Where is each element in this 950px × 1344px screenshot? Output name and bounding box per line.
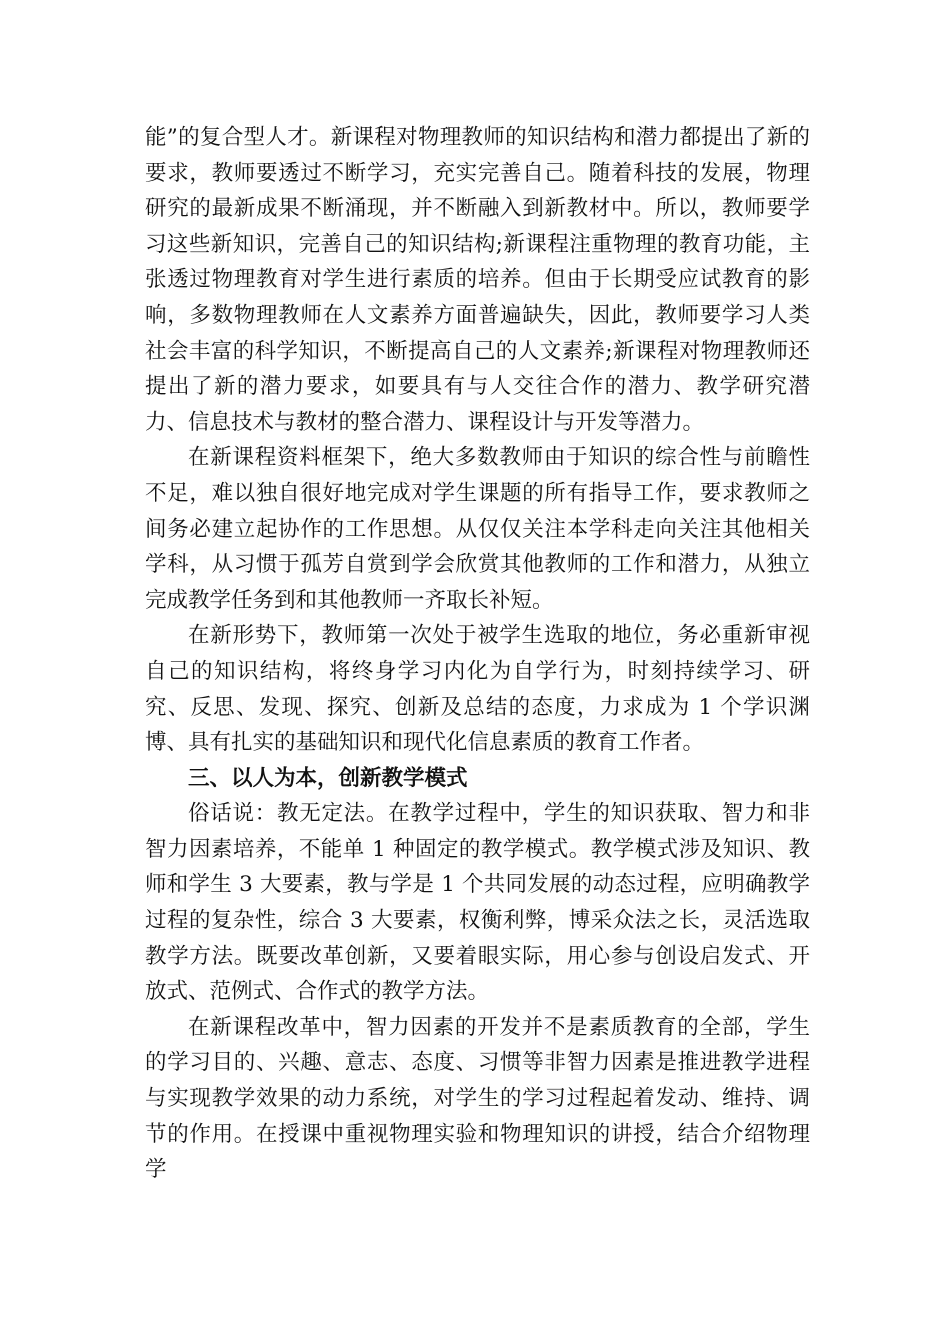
document-page: [145, 120, 810, 1188]
paragraph-non-intellectual-factors: 在新课程改革中，智力因素的开发并不是素质教育的全部，学生的学习目的、兴趣、意志、态度、习惯等非智力因素是推进教学进程与实现教学效果的动力系统，对学生的学习过程起着发动、维持、调节的作用。在授课中重视物理实验和物理知识的讲授，结合介绍物理学: [145, 1014, 810, 1183]
paragraph-collaboration: 在新课程资料框架下，绝大多数教师由于知识的综合性与前瞻性不足，难以独自很好地完成对学生课题的所有指导工作，要求教师之间务必建立起协作的工作思想。从仅仅关注本学科走向关注其他相关学科，从习惯于孤芳自赏到学会欣赏其他教师的工作和潜力，从独立完成教学任务到和其他教师一齐取长补短。: [145, 445, 810, 613]
section-heading: 三、以人为本，创新教学模式: [188, 765, 468, 791]
paragraph-lifelong-learning: 在新形势下，教师第一次处于被学生选取的地位，务必重新审视自己的知识结构，将终身学习内化为自学行为，时刻持续学习、研究、反思、发现、探究、创新及总结的态度，力求成为 1 个学识渊博、具有扎实的基础知识和现代化信息素质的教育工作者。: [145, 623, 810, 756]
paragraph-continuation: 能”的复合型人才。新课程对物理教师的知识结构和潜力都提出了新的要求，教师要透过不断学习，充实完善自己。随着科技的发展，物理研究的最新成果不断涌现，并不断融入到新教材中。所以，教师要学习这些新知识，完善自己的知识结构;新课程注重物理的教育功能，主张透过物理教育对学生进行素质的培养。但由于长期受应试教育的影响，多数物理教师在人文素养方面普遍缺失，因此，教师要学习人类社会丰富的科学知识，不断提高自己的人文素养;新课程对物理教师还提出了新的潜力要求，如要具有与人交往合作的潜力、教学研究潜力、信息技术与教材的整合潜力、课程设计与开发等潜力。: [145, 125, 810, 435]
paragraph-teaching-mode: 俗话说：教无定法。在教学过程中，学生的知识获取、智力和非智力因素培养，不能单 1 种固定的教学模式。教学模式涉及知识、教师和学生 3 大要素，教与学是 1 个共同发展的动态过程，应明确教学过程的复杂性，综合 3 大要素，权衡利弊，博采众法之长，灵活选取教学方法。既要改革创新，又要着眼实际，用心参与创设启发式、开放式、范例式、合作式的教学方法。: [145, 801, 810, 1005]
